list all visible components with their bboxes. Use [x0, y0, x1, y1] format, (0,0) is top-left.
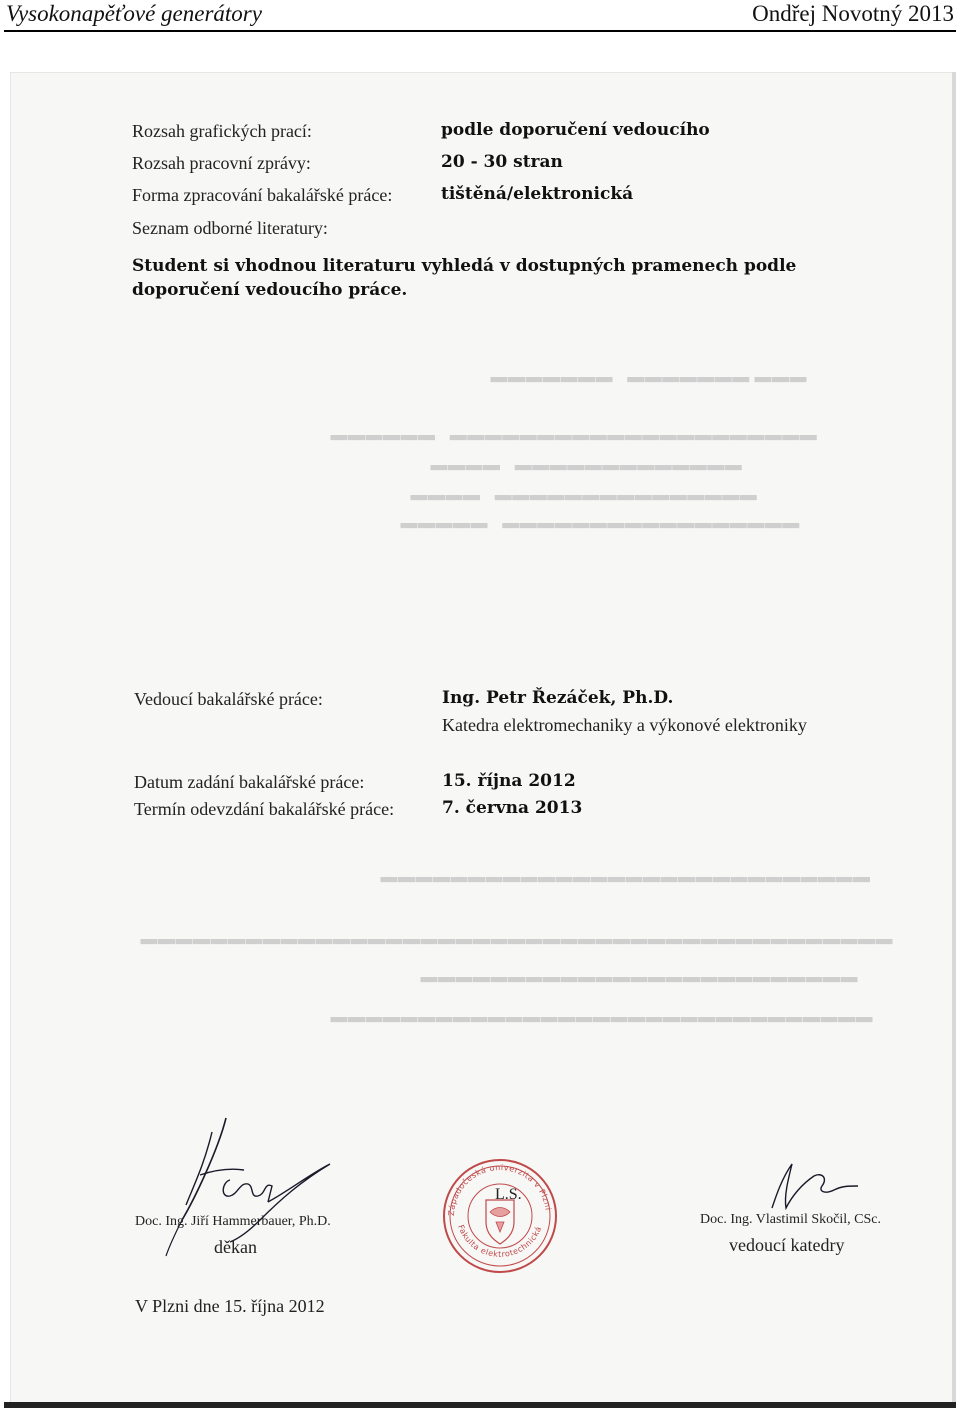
dean-signature — [160, 1110, 360, 1260]
header-rule — [4, 30, 956, 32]
place-date: V Plzni dne 15. října 2012 — [135, 1296, 325, 1316]
thesis-form-label: Forma zpracování bakalářské práce: — [132, 185, 393, 205]
supervisor-name: Ing. Petr Řezáček, Ph.D. — [442, 688, 674, 708]
assigned-date-label: Datum zadání bakalářské práce: — [134, 772, 365, 792]
show-through-text: ▬▬▬ ▬▬▬▬▬▬▬ ▬▬▬▬▬▬▬ — [490, 373, 807, 392]
head-signature — [762, 1156, 882, 1216]
show-through-text: ▬▬▬▬▬▬▬▬▬▬▬▬▬▬▬ ▬▬▬▬ — [410, 491, 757, 510]
literature-text-line-1: Student si vhodnou literaturu vyhledá v dostupných pramenech podle — [132, 256, 797, 276]
supervisor-label: Vedoucí bakalářské práce: — [134, 689, 323, 709]
show-through-text: ▬▬▬▬▬▬▬▬▬▬▬▬▬▬▬▬▬▬▬▬▬▬▬▬▬▬▬▬ — [380, 873, 870, 892]
literature-text-line-2: doporučení vedoucího práce. — [132, 280, 408, 300]
show-through-text: ▬▬▬▬▬▬▬▬▬▬▬▬▬▬▬▬▬▬▬▬▬▬▬▬▬▬▬▬▬▬▬ — [330, 1013, 873, 1032]
report-scope-value: 20 - 30 stran — [441, 152, 563, 172]
dean-name: Doc. Ing. Jiří Hammerbauer, Ph.D. — [135, 1214, 331, 1229]
scan-edge-bottom — [4, 1402, 956, 1408]
thesis-form-value: tištěná/elektronická — [441, 184, 634, 204]
head-role: vedoucí katedry — [729, 1235, 845, 1255]
show-through-text: ▬▬▬▬▬▬▬▬▬▬▬▬▬▬▬▬▬ ▬▬▬▬▬ — [400, 519, 800, 538]
show-through-text: ▬▬▬▬▬▬▬▬▬▬▬▬▬▬▬▬▬▬▬▬▬ ▬▬▬▬▬▬ — [330, 431, 817, 450]
report-scope-label: Rozsah pracovní zprávy: — [132, 153, 311, 173]
show-through-text: ▬▬▬▬▬▬▬▬▬▬▬▬▬ ▬▬▬▬ — [430, 461, 742, 480]
header-author-year: Ondřej Novotný 2013 — [752, 1, 954, 26]
stamp-ls: L.S. — [495, 1186, 522, 1203]
due-date-label: Termín odevzdání bakalářské práce: — [134, 799, 395, 819]
graphics-scope-value: podle doporučení vedoucího — [441, 120, 710, 140]
dean-role: děkan — [214, 1237, 257, 1257]
show-through-text: ▬▬▬▬▬▬▬▬▬▬▬▬▬▬▬▬▬▬▬▬▬▬▬▬▬▬▬▬▬▬▬▬▬▬▬▬▬▬▬▬▬▬▬ — [140, 935, 893, 954]
page-header — [0, 0, 960, 32]
svg-text:Fakulta elektrotechnická: Fakulta elektrotechnická — [456, 1223, 544, 1259]
supervisor-department: Katedra elektromechaniky a výkonové elektroniky — [442, 715, 807, 735]
literature-label: Seznam odborné literatury: — [132, 218, 328, 238]
assigned-date-value: 15. října 2012 — [442, 771, 576, 791]
due-date-value: 7. června 2013 — [442, 798, 583, 818]
svg-text:Západočeská univerzita v Plzni: Západočeská univerzita v Plzni — [446, 1162, 553, 1217]
faculty-stamp — [440, 1156, 560, 1276]
show-through-text: ▬▬▬▬▬▬▬▬▬▬▬▬▬▬▬▬▬▬▬▬▬▬▬▬▬ — [420, 973, 858, 992]
scan-edge-right — [952, 72, 956, 1408]
graphics-scope-label: Rozsah grafických prací: — [132, 121, 312, 141]
head-name: Doc. Ing. Vlastimil Skočil, CSc. — [700, 1212, 881, 1227]
header-title: Vysokonapěťové generátory — [6, 1, 262, 26]
